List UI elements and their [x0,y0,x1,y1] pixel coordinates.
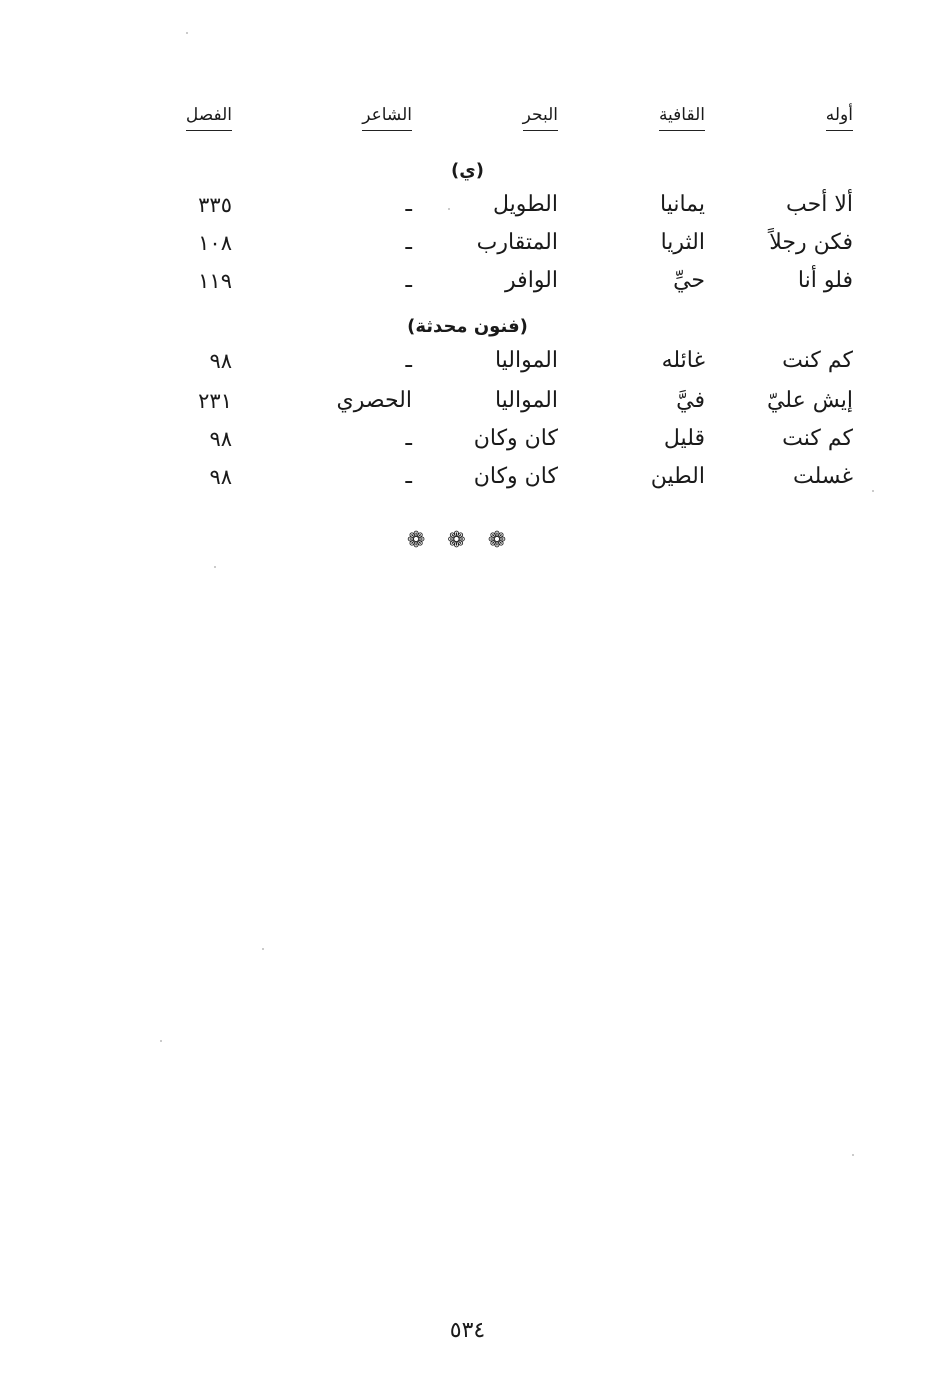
scan-speck [262,948,264,950]
section-title: (فنون محدثة) [407,316,528,337]
cell-awwal: إيش عليّ [766,388,853,413]
section-title: (ي) [451,160,484,181]
cell-shaer: ـ [405,348,412,373]
cell-awwal: كم كنت [782,348,853,373]
cell-shaer: ـ [405,192,412,217]
cell-qafiya: قليل [663,426,705,451]
scan-speck [852,1154,854,1156]
flower-ornament-icon [0,528,935,553]
cell-shaer: ـ [405,426,412,451]
cell-awwal: كم كنت [782,426,853,451]
cell-awwal: ألا أحب [786,192,853,217]
table-row [0,228,935,264]
table-row [0,346,935,382]
table-row [0,462,935,498]
cell-fasl: ٩٨ [209,465,232,489]
header-fasl: الفصل [186,104,232,131]
cell-fasl: ١٠٨ [198,231,232,255]
cell-qafiya: الثريا [660,230,705,255]
cell-shaer: ـ [405,268,412,293]
header-shaer: الشاعر [362,104,412,131]
cell-bahr: كان وكان [473,426,558,451]
scan-speck [872,490,874,492]
cell-fasl: ٩٨ [209,427,232,451]
cell-qafiya: الطين [650,464,705,489]
table-row [0,424,935,460]
table-row [0,266,935,302]
cell-bahr: المواليا [494,348,558,373]
cell-qafiya: حيِّ [673,268,705,293]
cell-bahr: المواليا [494,388,558,413]
cell-awwal: فكن رجلاً [769,230,853,255]
header-awwal: أوله [826,104,853,131]
header-qafiya: القافية [659,104,705,131]
cell-shaer: الحصري [336,388,412,413]
scan-speck [186,32,188,34]
cell-fasl: ٢٣١ [198,389,232,413]
scan-speck [160,1040,162,1042]
cell-awwal: فلو أنا [797,268,853,293]
ornament-glyphs: ❁❁❁ [406,528,529,553]
cell-fasl: ٣٣٥ [198,193,232,217]
cell-shaer: ـ [405,464,412,489]
cell-awwal: غسلت [792,464,853,489]
cell-fasl: ٩٨ [209,349,232,373]
scan-speck [214,566,216,568]
table-row [0,386,935,422]
cell-qafiya: غائله [661,348,705,373]
cell-qafiya: يمانيا [659,192,705,217]
page-number: ٥٣٤ [449,1318,486,1343]
cell-bahr: الوافر [505,268,558,293]
cell-bahr: الطويل [492,192,558,217]
header-bahr: البحر [523,104,558,131]
table-header [0,104,935,140]
cell-shaer: ـ [405,230,412,255]
cell-qafiya: فيَّ [676,388,705,413]
cell-bahr: المتقارب [476,230,558,255]
scan-speck [448,208,450,210]
table-row [0,190,935,226]
cell-bahr: كان وكان [473,464,558,489]
cell-fasl: ١١٩ [198,269,232,293]
